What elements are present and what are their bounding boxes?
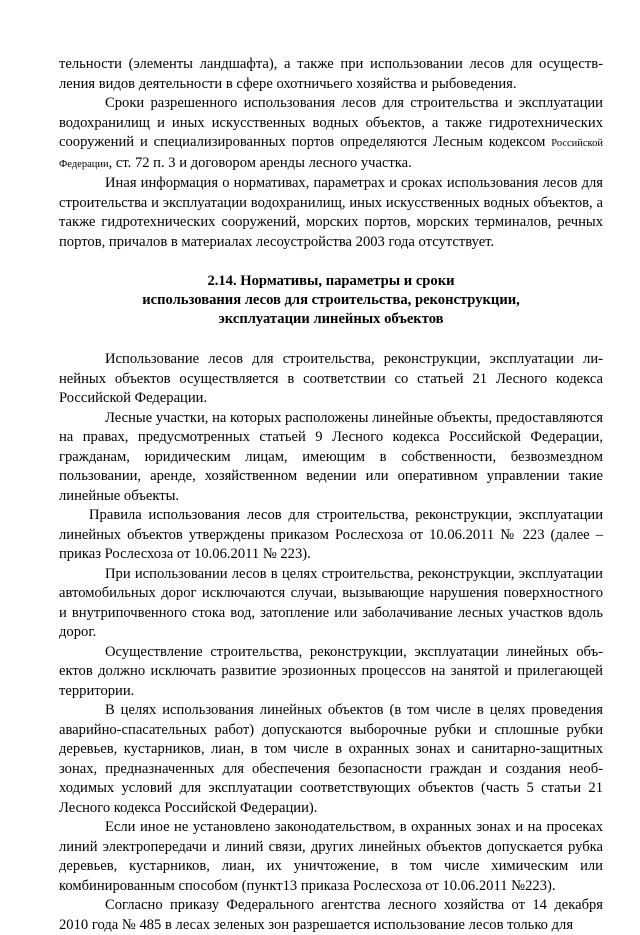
section-heading bbox=[59, 272, 603, 329]
paragraph-cuttings: В целях использования линейных объектов (в том числе в целях проведения аварийно-спасательных работ) допускаются выборочные рубки и сплошные рубки деревьев, кустарников, лиан, в том числе в охранных зонах и санитарно-защитных зонах, предназначенных для обеспечения безопасности граждан и создания необходимых условий для эксплуатации соответствующих объектов (часть 5 статьи 21 Лесного кодекса Российской Федерации). bbox=[59, 702, 603, 816]
paragraph-rules: Правила использования лесов для строительства, реконструкции, эксплуатации линейных объектов утверждены приказом Рослесхоза от 10.06.2011 № 223 (далее – приказ Рослесхоза от 10.06.2011 № 223). bbox=[59, 507, 603, 562]
paragraph-continuation: тельности (элементы ландшафта), а также при использовании лесов для осуществления видов деятельности в сфере охотничьего хозяйства и рыбоведения. bbox=[59, 56, 603, 92]
usage-terms-tail-text: , ст. 72 п. 3 и договором аренды лесного участка. bbox=[108, 154, 412, 171]
usage-terms-text: Сроки разрешенного использования лесов для строительства и эксплуатации водохранилищ и иных искусственных водных объектов, а также гидротехнических сооружений и специализированных портов определяются Лесным кодексом bbox=[59, 95, 603, 150]
paragraph-forest-plots: Лесные участки, на которых расположены линейные объекты, предоставляются на правах, предусмотренных статьей 9 Лесного кодекса Российской Федерации, гражданам, юридическим лицам, имеющим в собственности, безвозмездном пользовании, аренде, хозяйственном ведении или оперативном управлении такие линейные объекты. bbox=[59, 409, 603, 504]
section-heading-line-2: использования лесов для строительства, реконструкции, bbox=[142, 292, 520, 308]
section-heading-line-1: 2.14. Нормативы, параметры и сроки bbox=[207, 273, 455, 289]
paragraph-green-zones: Согласно приказу Федерального агентства лесного хозяйства от 14 декабря 2010 года № 485 в лесах зеленых зон разрешается использование лесов только для bbox=[59, 897, 603, 933]
paragraph-linear-objects-basis: Использование лесов для строительства, реконструкции, эксплуатации линейных объектов осуществляется в соответствии со статьей 21 Лесного кодекса Российской Федерации. bbox=[59, 351, 603, 406]
paragraph-roads: При использовании лесов в целях строительства, реконструкции, эксплуатации автомобильных дорог исключаются случаи, вызывающие нарушения поверхностного и внутрипочвенного стока вод, затопление или заболачивание лесных участков вдоль дорог. bbox=[59, 565, 603, 640]
usage-terms-small-text: Российской Федерации bbox=[59, 138, 603, 170]
paragraph-usage-terms bbox=[59, 94, 603, 174]
section-heading-line-3: эксплуатации линейных объектов bbox=[218, 311, 444, 327]
paragraph-erosion: Осуществление строительства, реконструкции, эксплуатации линейных объектов должно исключать развитие эрозионных процессов на занятой и прилегающей территории. bbox=[59, 643, 603, 699]
paragraph-protection-zones: Если иное не установлено законодательством, в охранных зонах и на просеках линий электропередачи и линий связи, других линейных объектов допускается рубка деревьев, кустарников, лиан, их уничтожение, в том числе химическим или комбинированным способом (пункт13 приказа Рослесхоза от 10.06.2011 №223). bbox=[59, 819, 603, 894]
document-page bbox=[59, 55, 603, 935]
paragraph-other-info: Иная информация о нормативах, параметрах и сроках использования лесов для строительства и эксплуатации водохранилищ, иных искусственных водных объектов, а также гидротехнических сооружений, морских портов, морских терминалов, речных портов, причалов в материалах лесоустройства 2003 года отсутствует. bbox=[59, 175, 603, 250]
